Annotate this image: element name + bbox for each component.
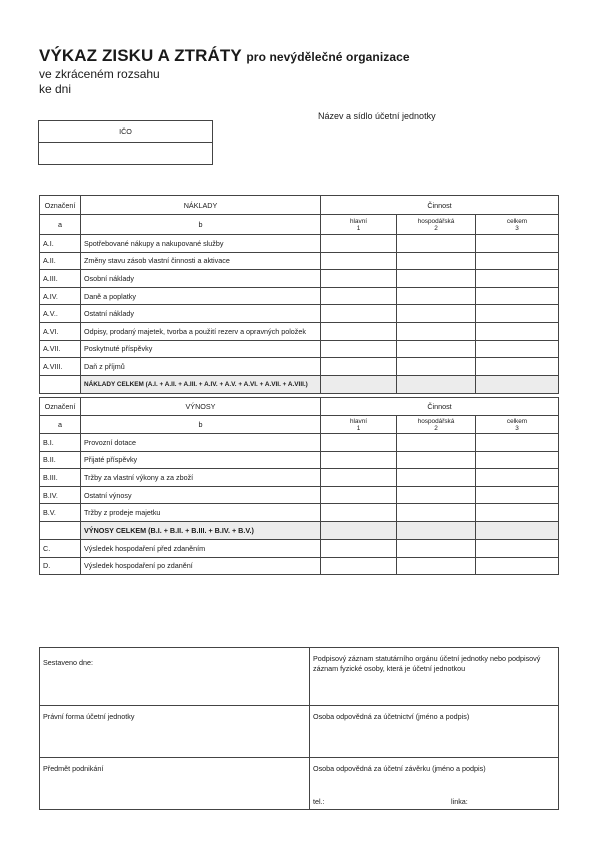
value-cell[interactable] <box>397 486 476 504</box>
table-row <box>40 252 559 270</box>
col-a: a <box>40 215 81 235</box>
col-celkem: celkem 3 <box>476 416 559 434</box>
col-hospodarska: hospodářská 2 <box>397 215 476 235</box>
row-label: Osobní náklady <box>81 270 321 288</box>
value-cell[interactable] <box>321 539 397 557</box>
row-code: B.IV. <box>40 486 81 504</box>
value-cell[interactable] <box>321 252 397 270</box>
value-cell[interactable] <box>476 287 559 305</box>
row-code: B.II. <box>40 451 81 469</box>
tel-label: tel.: <box>313 796 325 806</box>
row-code: A.VI. <box>40 322 81 340</box>
row-label: Poskytnuté příspěvky <box>81 340 321 358</box>
zaverka-label: Osoba odpovědná za účetní závěrku (jméno a podpis) <box>313 764 486 773</box>
value-cell[interactable] <box>476 504 559 522</box>
col-b: b <box>81 215 321 235</box>
row-code: A.III. <box>40 270 81 288</box>
table-row <box>40 270 559 288</box>
col-celkem: celkem 3 <box>476 215 559 235</box>
value-cell[interactable] <box>476 322 559 340</box>
table-row <box>40 504 559 522</box>
value-cell[interactable] <box>397 375 476 393</box>
col-cinnost: Činnost <box>321 196 559 215</box>
value-cell[interactable] <box>476 252 559 270</box>
value-cell[interactable] <box>321 504 397 522</box>
linka-label: linka: <box>451 796 468 806</box>
value-cell[interactable] <box>397 434 476 452</box>
row-label: Výsledek hospodaření po zdanění <box>81 557 321 575</box>
signature-table <box>39 647 559 810</box>
entity-name-label: Název a sídlo účetní jednotky <box>318 111 436 121</box>
row-code: A.VIII. <box>40 358 81 376</box>
value-cell[interactable] <box>476 486 559 504</box>
value-cell[interactable] <box>397 521 476 539</box>
value-cell[interactable] <box>397 305 476 323</box>
col-a: a <box>40 416 81 434</box>
naklady-total-label: NÁKLADY CELKEM (A.I. + A.II. + A.III. + A.IV. + A.V. + A.VI. + A.VII. + A.VIII.) <box>81 375 321 393</box>
row-label: Daně a poplatky <box>81 287 321 305</box>
row-label: Odpisy, prodaný majetek, tvorba a použití rezerv a opravných položek <box>81 322 321 340</box>
value-cell[interactable] <box>476 539 559 557</box>
row-label: Výsledek hospodaření před zdaněním <box>81 539 321 557</box>
table-row <box>40 305 559 323</box>
row-code: C. <box>40 539 81 557</box>
value-cell[interactable] <box>476 451 559 469</box>
value-cell[interactable] <box>397 451 476 469</box>
vynosy-total-code <box>40 521 81 539</box>
value-cell[interactable] <box>321 434 397 452</box>
row-code: A.VII. <box>40 340 81 358</box>
value-cell[interactable] <box>476 235 559 253</box>
col-hlavni: hlavní 1 <box>321 416 397 434</box>
value-cell[interactable] <box>476 434 559 452</box>
table-row <box>40 557 559 575</box>
row-code: A.IV. <box>40 287 81 305</box>
col-oznaceni: Označení <box>40 398 81 416</box>
value-cell[interactable] <box>321 270 397 288</box>
value-cell[interactable] <box>321 521 397 539</box>
subtitle-date: ke dni <box>39 82 72 96</box>
row-label: Změny stavu zásob vlastní činnosti a aktivace <box>81 252 321 270</box>
row-label: Provozní dotace <box>81 434 321 452</box>
value-cell[interactable] <box>321 486 397 504</box>
value-cell[interactable] <box>397 270 476 288</box>
value-cell[interactable] <box>476 375 559 393</box>
table-row <box>40 235 559 253</box>
value-cell[interactable] <box>397 539 476 557</box>
row-code: A.V.. <box>40 305 81 323</box>
row-label: Spotřebované nákupy a nakupované služby <box>81 235 321 253</box>
row-code: A.II. <box>40 252 81 270</box>
title-sub: pro nevýdělečné organizace <box>246 50 410 64</box>
vynosy-table <box>39 397 559 575</box>
value-cell[interactable] <box>397 469 476 487</box>
col-hlavni: hlavní 1 <box>321 215 397 235</box>
table-row <box>40 340 559 358</box>
table-row <box>40 451 559 469</box>
value-cell[interactable] <box>476 340 559 358</box>
value-cell[interactable] <box>476 358 559 376</box>
row-label: Ostatní výnosy <box>81 486 321 504</box>
pravni-forma-field[interactable]: Právní forma účetní jednotky <box>40 706 310 758</box>
table-row <box>40 539 559 557</box>
row-code: A.I. <box>40 235 81 253</box>
row-label: Daň z příjmů <box>81 358 321 376</box>
col-hospodarska: hospodářská 2 <box>397 416 476 434</box>
form-title <box>39 46 410 66</box>
row-label: Ostatní náklady <box>81 305 321 323</box>
vynosy-heading: VÝNOSY <box>81 398 321 416</box>
row-code: B.III. <box>40 469 81 487</box>
value-cell[interactable] <box>321 451 397 469</box>
value-cell[interactable] <box>397 340 476 358</box>
col-oznaceni: Označení <box>40 196 81 215</box>
value-cell[interactable] <box>476 270 559 288</box>
col-b: b <box>81 416 321 434</box>
predmet-podnikani-field[interactable]: Předmět podnikání <box>40 758 310 810</box>
value-cell[interactable] <box>397 322 476 340</box>
value-cell[interactable] <box>476 305 559 323</box>
naklady-total-code <box>40 375 81 393</box>
row-label: Přijaté příspěvky <box>81 451 321 469</box>
value-cell[interactable] <box>397 252 476 270</box>
row-code: D. <box>40 557 81 575</box>
ico-box <box>38 120 213 165</box>
table-row <box>40 322 559 340</box>
col-cinnost: Činnost <box>321 398 559 416</box>
ico-label: IČO <box>39 121 213 143</box>
value-cell[interactable] <box>321 375 397 393</box>
value-cell[interactable] <box>397 235 476 253</box>
value-cell[interactable] <box>476 521 559 539</box>
table-row <box>40 358 559 376</box>
value-cell[interactable] <box>321 358 397 376</box>
value-cell[interactable] <box>321 469 397 487</box>
value-cell[interactable] <box>397 504 476 522</box>
value-cell[interactable] <box>321 322 397 340</box>
zaverka-field[interactable] <box>310 758 559 810</box>
table-row <box>40 486 559 504</box>
naklady-table <box>39 195 559 394</box>
naklady-heading: NÁKLADY <box>81 196 321 215</box>
value-cell[interactable] <box>397 557 476 575</box>
value-cell[interactable] <box>321 340 397 358</box>
table-row <box>40 287 559 305</box>
row-label: Tržby z prodeje majetku <box>81 504 321 522</box>
title-main: VÝKAZ ZISKU A ZTRÁTY <box>39 46 242 65</box>
ico-field[interactable] <box>39 143 213 165</box>
ucetnictvi-field[interactable]: Osoba odpovědná za účetnictví (jméno a podpis) <box>310 706 559 758</box>
value-cell[interactable] <box>476 469 559 487</box>
value-cell[interactable] <box>321 287 397 305</box>
value-cell[interactable] <box>321 557 397 575</box>
table-row <box>40 434 559 452</box>
value-cell[interactable] <box>397 358 476 376</box>
value-cell[interactable] <box>321 235 397 253</box>
value-cell[interactable] <box>476 557 559 575</box>
row-label: Tržby za vlastní výkony a za zboží <box>81 469 321 487</box>
table-row <box>40 469 559 487</box>
podpisovy-zaznam-field[interactable]: Podpisový záznam statutárního orgánu účetní jednotky nebo podpisový záznam fyzické osoby, která je účetní jednotkou <box>310 648 559 706</box>
value-cell[interactable] <box>397 287 476 305</box>
sestaveno-dne-field[interactable]: Sestaveno dne: <box>40 648 310 706</box>
value-cell[interactable] <box>321 305 397 323</box>
subtitle-scope: ve zkráceném rozsahu <box>39 67 160 81</box>
vynosy-total-label: VÝNOSY CELKEM (B.I. + B.II. + B.III. + B.IV. + B.V.) <box>81 521 321 539</box>
row-code: B.V. <box>40 504 81 522</box>
row-code: B.I. <box>40 434 81 452</box>
